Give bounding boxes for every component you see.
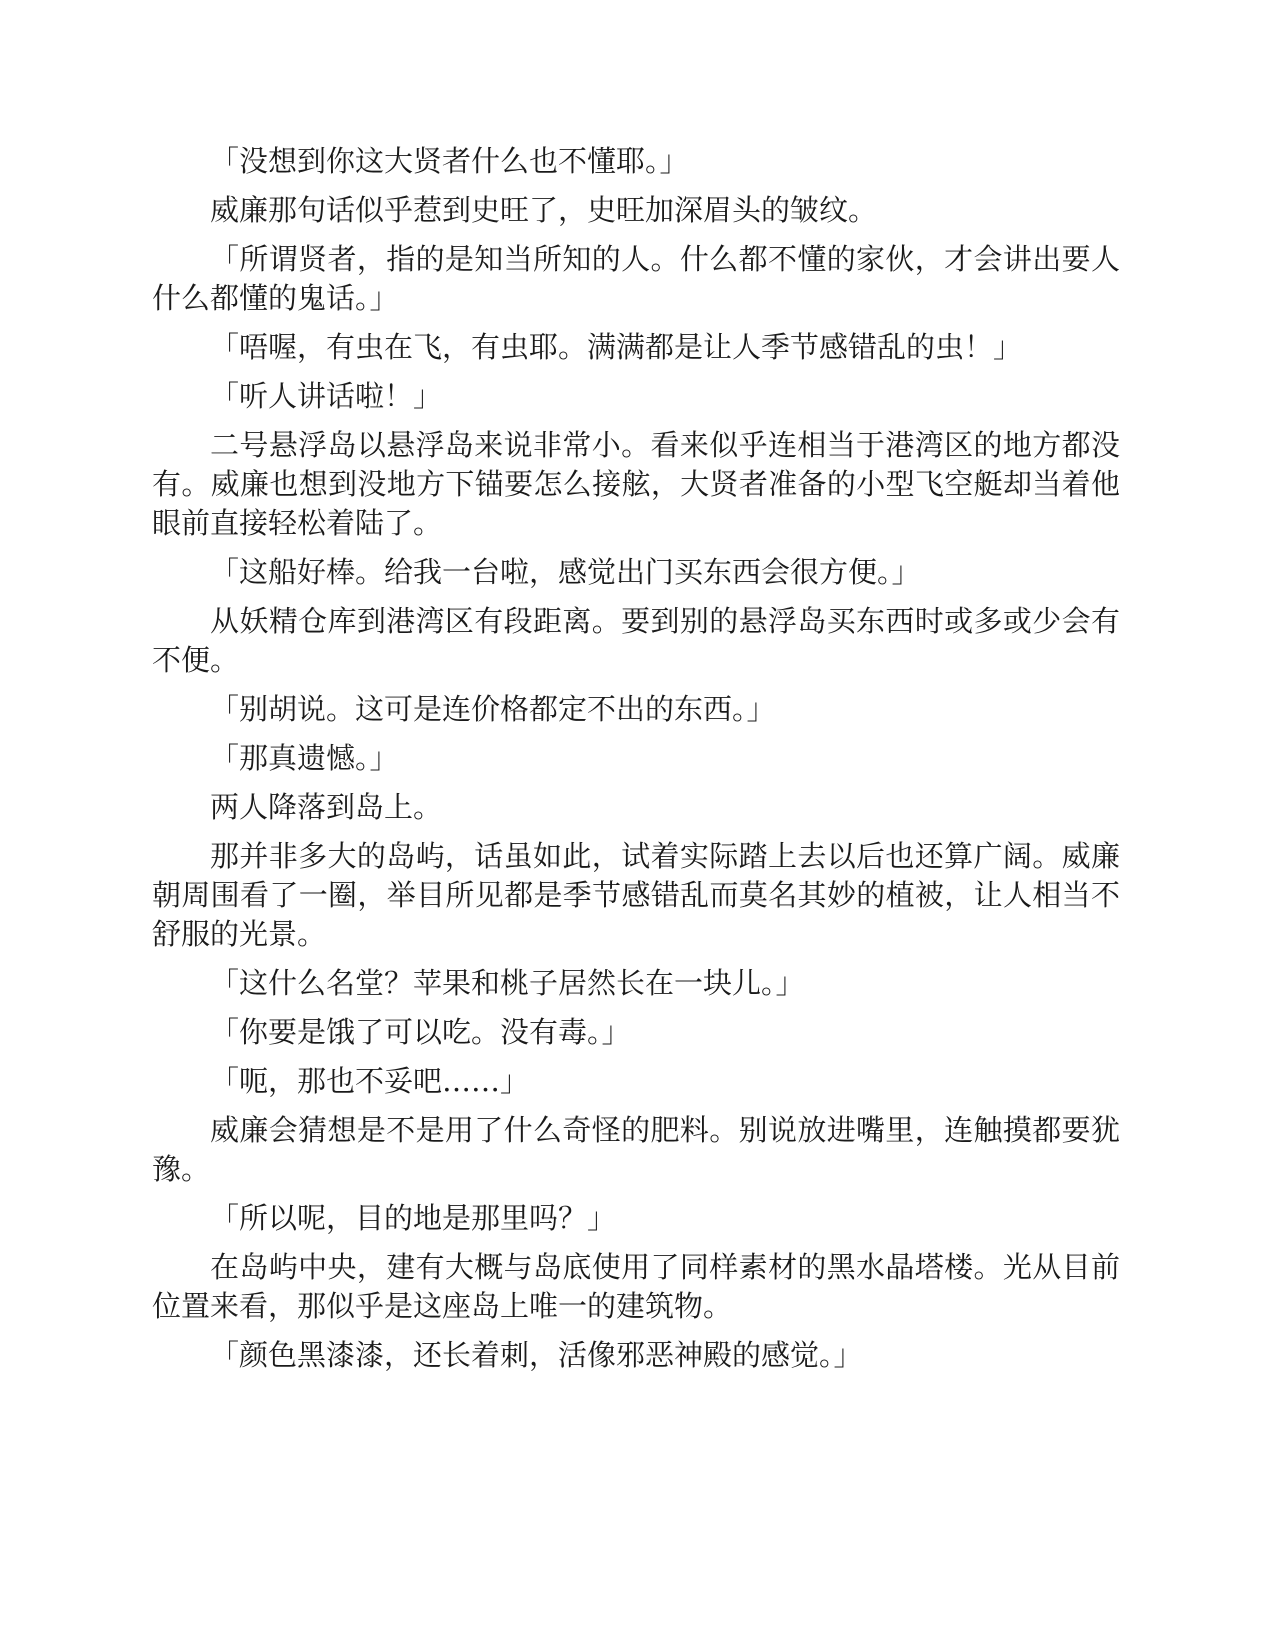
narration-paragraph: 两人降落到岛上。 — [210, 790, 443, 824]
dialog-paragraph: 「颜色黑漆漆，还长着刺，活像邪恶神殿的感觉。」 — [210, 1338, 863, 1372]
narration-paragraph: 那并非多大的岛屿，话虽如此，试着实际踏上去以后也还算广阔。威廉朝周围看了一圈，举目所见都是季节感错乱而莫名其妙的植被，让人相当不舒服的光景。 — [152, 839, 1120, 951]
dialog-paragraph: 「所谓贤者，指的是知当所知的人。什么都不懂的家伙，才会讲出要人什么都懂的鬼话。」 — [152, 242, 1120, 315]
dialog-paragraph: 「别胡说。这可是连价格都定不出的东西。」 — [210, 692, 776, 726]
dialog-paragraph: 「这什么名堂？苹果和桃子居然长在一块儿。」 — [210, 966, 805, 1000]
narration-paragraph: 二号悬浮岛以悬浮岛来说非常小。看来似乎连相当于港湾区的地方都没有。威廉也想到没地方下锚要怎么接舷，大贤者准备的小型飞空艇却当着他眼前直接轻松着陆了。 — [152, 428, 1120, 540]
narration-paragraph: 在岛屿中央，建有大概与岛底使用了同样素材的黑水晶塔楼。光从目前位置来看，那似乎是这座岛上唯一的建筑物。 — [152, 1250, 1120, 1323]
dialog-paragraph: 「没想到你这大贤者什么也不懂耶。」 — [210, 144, 689, 178]
narration-paragraph: 威廉会猜想是不是用了什么奇怪的肥料。别说放进嘴里，连触摸都要犹豫。 — [152, 1113, 1120, 1186]
dialog-paragraph: 「听人讲话啦！」 — [210, 379, 443, 413]
page-body — [152, 142, 1120, 1385]
dialog-paragraph: 「呃，那也不妥吧……」 — [210, 1064, 530, 1098]
dialog-paragraph: 「那真遗憾。」 — [210, 741, 399, 775]
dialog-paragraph: 「你要是饿了可以吃。没有毒。」 — [210, 1015, 631, 1049]
narration-paragraph: 威廉那句话似乎惹到史旺了，史旺加深眉头的皱纹。 — [210, 193, 878, 227]
narration-paragraph: 从妖精仓库到港湾区有段距离。要到别的悬浮岛买东西时或多或少会有不便。 — [152, 604, 1120, 677]
dialog-paragraph: 「唔喔，有虫在飞，有虫耶。满满都是让人季节感错乱的虫！」 — [210, 330, 1023, 364]
dialog-paragraph: 「所以呢，目的地是那里吗？」 — [210, 1201, 617, 1235]
dialog-paragraph: 「这船好棒。给我一台啦，感觉出门买东西会很方便。」 — [210, 555, 921, 589]
